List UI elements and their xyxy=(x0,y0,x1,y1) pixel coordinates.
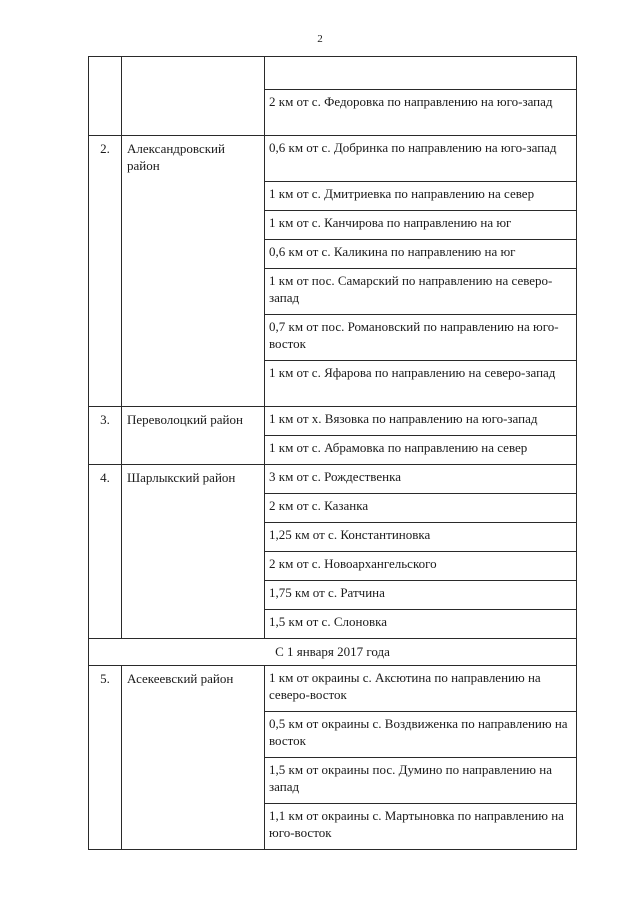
location-cell: 0,5 км от окраины с. Воздвиженка по направлению на восток xyxy=(265,712,577,758)
district-cell: Александровский район xyxy=(122,136,265,407)
location-cell: 1,5 км от окраины пос. Думино по направлению на запад xyxy=(265,758,577,804)
location-cell: 1 км от с. Абрамовка по направлению на север xyxy=(265,436,577,465)
location-cell: 1 км от пос. Самарский по направлению на северо-запад xyxy=(265,269,577,315)
row-number-cell xyxy=(89,57,122,136)
row-number-cell: 4. xyxy=(89,465,122,639)
table-row xyxy=(89,136,577,182)
location-cell: 3 км от с. Рождественка xyxy=(265,465,577,494)
location-cell: 1,1 км от окраины с. Мартыновка по направлению на юго-восток xyxy=(265,804,577,850)
page-number: 2 xyxy=(317,33,323,45)
location-cell: 1,25 км от с. Константиновка xyxy=(265,523,577,552)
row-number-cell: 3. xyxy=(89,407,122,465)
table-row xyxy=(89,465,577,494)
location-cell: 0,6 км от с. Каликина по направлению на юг xyxy=(265,240,577,269)
location-cell: 1 км от окраины с. Аксютина по направлению на северо-восток xyxy=(265,666,577,712)
location-cell: 1,75 км от с. Ратчина xyxy=(265,581,577,610)
district-cell: Шарлыкский район xyxy=(122,465,265,639)
district-cell: Асекеевский район xyxy=(122,666,265,850)
districts-table xyxy=(88,56,577,850)
table-row xyxy=(89,639,577,666)
location-cell: 1 км от с. Канчирова по направлению на юг xyxy=(265,211,577,240)
table-row xyxy=(89,407,577,436)
location-cell: 1 км от с. Яфарова по направлению на северо-запад xyxy=(265,361,577,407)
location-cell: 2 км от с. Федоровка по направлению на юго-запад xyxy=(265,90,577,136)
table-row xyxy=(89,57,577,90)
table-row xyxy=(89,666,577,712)
row-number-cell: 2. xyxy=(89,136,122,407)
location-cell: 1 км от х. Вязовка по направлению на юго-запад xyxy=(265,407,577,436)
location-cell: 1 км от с. Дмитриевка по направлению на север xyxy=(265,182,577,211)
district-cell xyxy=(122,57,265,136)
location-cell: 0,7 км от пос. Романовский по направлению на юго-восток xyxy=(265,315,577,361)
location-cell: 2 км от с. Новоархангельского xyxy=(265,552,577,581)
location-cell: 1,5 км от с. Слоновка xyxy=(265,610,577,639)
location-cell: 0,6 км от с. Добринка по направлению на юго-запад xyxy=(265,136,577,182)
district-cell: Переволоцкий район xyxy=(122,407,265,465)
location-cell xyxy=(265,57,577,90)
location-cell: 2 км от с. Казанка xyxy=(265,494,577,523)
row-number-cell: 5. xyxy=(89,666,122,850)
section-heading: С 1 января 2017 года xyxy=(89,639,577,666)
